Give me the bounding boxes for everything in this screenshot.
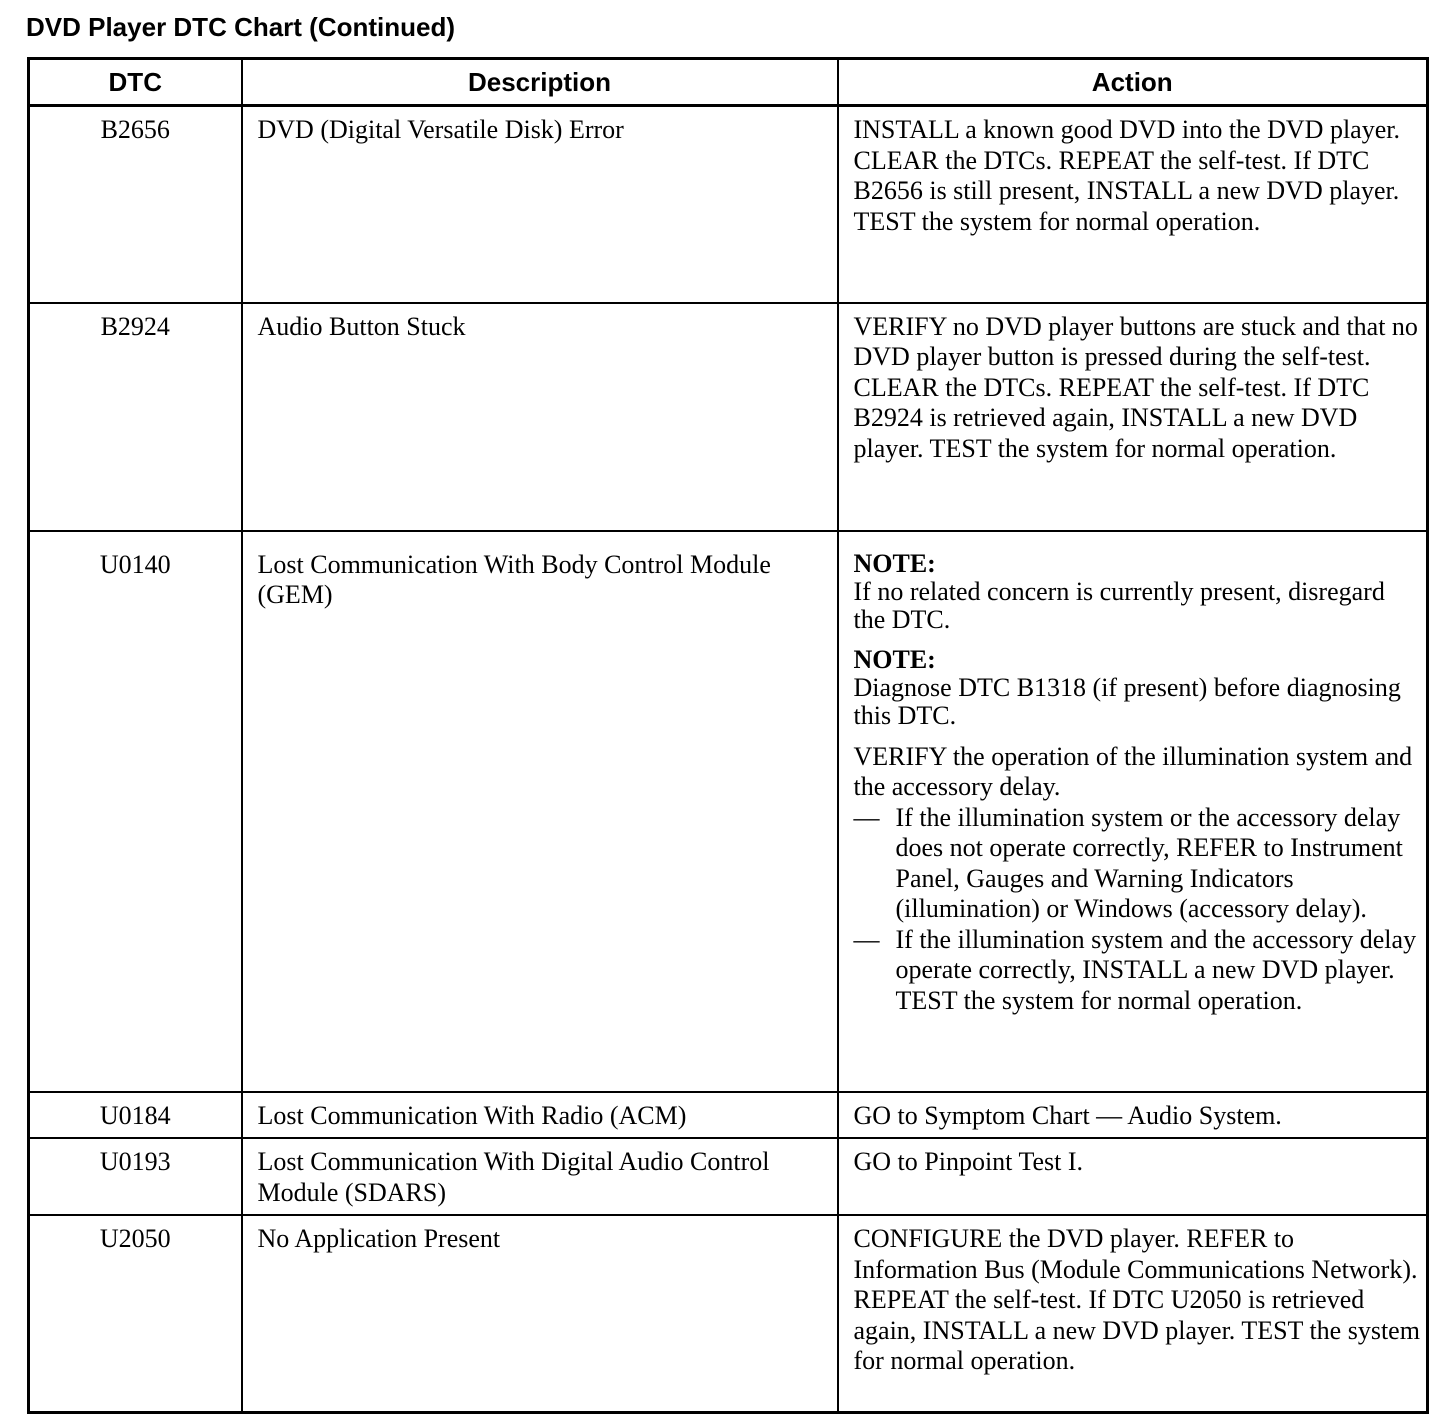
action-intro: VERIFY the operation of the illumination system and the accessory delay.: [853, 741, 1413, 801]
dtc-description: Lost Communication With Digital Audio Control Module (SDARS): [242, 1138, 838, 1215]
dtc-action: GO to Pinpoint Test I.: [838, 1138, 1428, 1215]
dash-bullet: —: [853, 924, 880, 954]
page-title: DVD Player DTC Chart (Continued): [26, 12, 456, 42]
table-row: [29, 1092, 1428, 1139]
column-header-dtc: DTC: [29, 59, 242, 106]
dtc-description: Lost Communication With Body Control Module (GEM): [242, 531, 838, 1092]
table-row: [29, 531, 1428, 1092]
dtc-code: U0193: [29, 1138, 242, 1215]
dtc-code: U2050: [29, 1215, 242, 1412]
list-item-text: If the illumination system or the accessory delay does not operate correctly, REFER to Instrument Panel, Gauges and Warning Indicators (illumination) or Windows (accessory delay).: [895, 802, 1403, 923]
column-header-action: Action: [838, 59, 1428, 106]
dtc-action: INSTALL a known good DVD into the DVD player. CLEAR the DTCs. REPEAT the self-test. If DTC B2656 is still present, INSTALL a new DVD player. TEST the system for normal operation.: [838, 106, 1428, 303]
note-label: NOTE:: [853, 644, 936, 674]
dtc-table: [27, 57, 1429, 1414]
column-header-description: Description: [242, 59, 838, 106]
dtc-action: VERIFY no DVD player buttons are stuck and that no DVD player button is pressed during the self-test. CLEAR the DTCs. REPEAT the self-test. If DTC B2924 is retrieved again, INSTALL a new DVD player. TEST the system for normal operation.: [838, 303, 1428, 531]
dtc-action: CONFIGURE the DVD player. REFER to Information Bus (Module Communications Network). REPEAT the self-test. If DTC U2050 is retrieved again, INSTALL a new DVD player. TEST the system for normal operation.: [838, 1215, 1428, 1412]
table-row: [29, 303, 1428, 531]
table-row: [29, 1215, 1428, 1412]
list-item-text: If the illumination system and the accessory delay operate correctly, INSTALL a new DVD player. TEST the system for normal operation.: [895, 924, 1417, 1015]
dash-bullet: —: [853, 802, 880, 832]
table-header-row: [29, 59, 1428, 106]
dtc-description: Audio Button Stuck: [242, 303, 838, 531]
note-block: [854, 646, 1423, 730]
dtc-code: U0184: [29, 1092, 242, 1139]
dtc-description: DVD (Digital Versatile Disk) Error: [242, 106, 838, 303]
table-row: [29, 106, 1428, 303]
list-item: [854, 803, 1423, 925]
note-text: Diagnose DTC B1318 (if present) before diagnosing this DTC.: [853, 672, 1401, 730]
dtc-code: B2924: [29, 303, 242, 531]
dtc-action: [838, 531, 1428, 1092]
note-text: If no related concern is currently present, disregard the DTC.: [853, 576, 1385, 634]
note-block: [854, 550, 1423, 634]
dtc-code: B2656: [29, 106, 242, 303]
dtc-description: No Application Present: [242, 1215, 838, 1412]
note-label: NOTE:: [853, 548, 936, 578]
dtc-action: GO to Symptom Chart — Audio System.: [838, 1092, 1428, 1139]
list-item: [854, 925, 1423, 1017]
dtc-description: Lost Communication With Radio (ACM): [242, 1092, 838, 1139]
dtc-code: U0140: [29, 531, 242, 1092]
action-list: [854, 803, 1423, 1017]
table-row: [29, 1138, 1428, 1215]
